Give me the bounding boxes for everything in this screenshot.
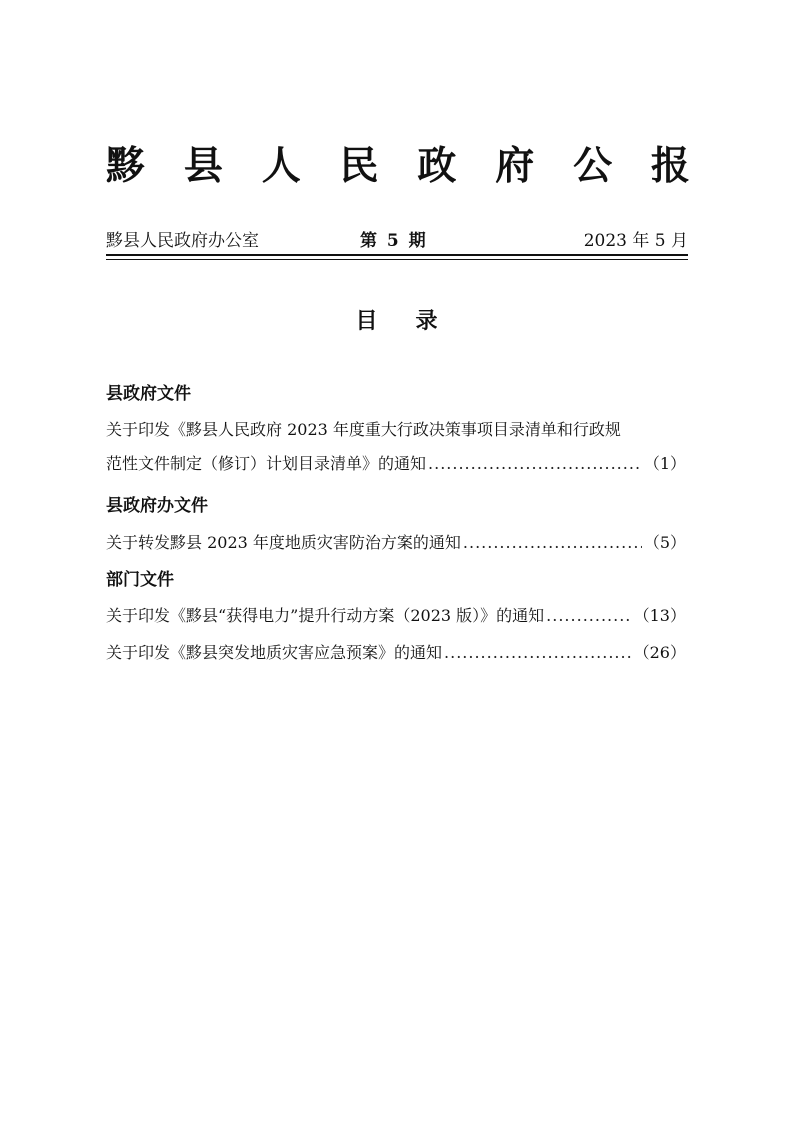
toc-entry-title: 关于印发《黟县“获得电力”提升行动方案（2023 版）》的通知 xyxy=(106,606,545,625)
toc-entry-line xyxy=(106,451,686,485)
toc-page-number: （1） xyxy=(643,454,686,473)
issue-line xyxy=(106,228,688,254)
masthead-char: 报 xyxy=(650,143,690,189)
toc-page-number: （13） xyxy=(633,606,686,625)
toc-leader-dots xyxy=(546,603,631,629)
masthead-char: 人 xyxy=(261,143,301,189)
masthead-char: 民 xyxy=(339,143,379,189)
toc-entry-title: 关于印发《黟县突发地质灾害应急预案》的通知 xyxy=(106,643,443,662)
toc-entry-line xyxy=(106,417,686,451)
toc-leader-dots xyxy=(444,640,632,666)
toc-page-number: （26） xyxy=(633,643,686,662)
toc-entry-title-cont: 范性文件制定（修订）计划目录清单》的通知 xyxy=(106,454,427,473)
toc-entry-title: 关于印发《黟县人民政府 2023 年度重大行政决策事项目录清单和行政规 xyxy=(106,420,621,439)
toc-entry[interactable] xyxy=(106,530,686,564)
masthead-char: 政 xyxy=(417,143,457,189)
toc-entry[interactable] xyxy=(106,640,686,674)
toc-page-number: （5） xyxy=(643,533,686,552)
toc-entry[interactable] xyxy=(106,417,686,485)
issue-number: 第 5 期 xyxy=(360,231,428,251)
masthead-title xyxy=(106,142,690,190)
toc-title: 目录 xyxy=(355,308,476,334)
toc-entry[interactable] xyxy=(106,603,686,637)
toc-entry-line xyxy=(106,640,686,674)
masthead-char: 黟 xyxy=(106,143,146,189)
masthead-char: 公 xyxy=(573,143,613,189)
issuing-office: 黟县人民政府办公室 xyxy=(106,231,259,251)
issue-date: 2023 年 5 月 xyxy=(583,231,688,251)
masthead-char: 府 xyxy=(495,143,535,189)
toc-section-heading: 部门文件 xyxy=(106,570,174,590)
toc-leader-dots xyxy=(428,451,642,477)
toc-entry-line xyxy=(106,530,686,564)
header-rule-thin xyxy=(106,259,688,260)
toc-entry-line xyxy=(106,603,686,637)
toc-entry-title: 关于转发黟县 2023 年度地质灾害防治方案的通知 xyxy=(106,533,461,552)
masthead-char: 县 xyxy=(183,143,223,189)
toc-section-heading: 县政府文件 xyxy=(106,384,191,404)
toc-leader-dots xyxy=(463,530,642,556)
header-rule-thick xyxy=(106,254,688,256)
toc-section-heading: 县政府办文件 xyxy=(106,496,208,516)
